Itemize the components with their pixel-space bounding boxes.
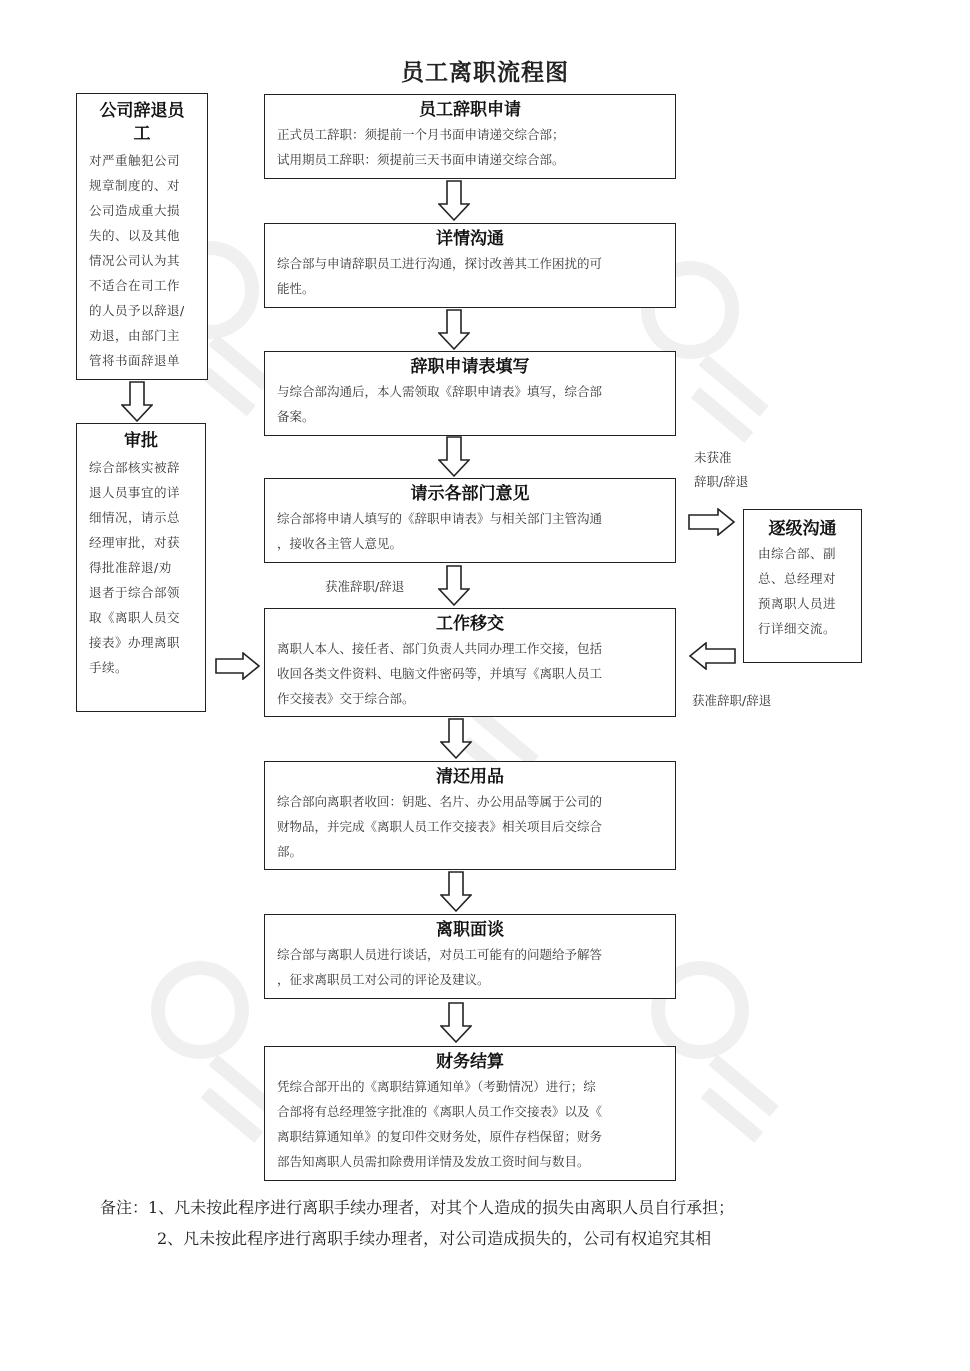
right-arrow-icon xyxy=(688,508,736,536)
step-title: 请示各部门意见 xyxy=(410,484,530,504)
step-line: 的人员予以辞退/ xyxy=(89,303,185,318)
page-title: 员工离职流程图 xyxy=(401,60,569,86)
right-arrow-icon xyxy=(215,652,261,680)
not-approved-label xyxy=(694,446,748,494)
step-line: 部告知离职人员需扣除费用详情及发放工资时间与数目。 xyxy=(277,1154,590,1169)
step-detail-communication xyxy=(264,223,676,308)
step-line: 综合部将申请人填写的《辞职申请表》与相关部门主管沟通 xyxy=(277,511,603,526)
step-line: 取《离职人员交 xyxy=(89,610,181,625)
step-department-opinions xyxy=(264,478,676,563)
step-line: 财物品，并完成《离职人员工作交接表》相关项目后交综合 xyxy=(277,819,603,834)
step-line: 试用期员工辞职：须提前三天书面申请递交综合部。 xyxy=(277,152,565,167)
step-title: 辞职申请表填写 xyxy=(410,357,530,377)
step-title: 审批 xyxy=(124,431,158,451)
step-line: 凭综合部开出的《离职结算通知单》（考勤情况）进行；综 xyxy=(277,1079,596,1094)
step-title-line: 工 xyxy=(133,124,151,144)
notes xyxy=(100,1194,842,1252)
step-title: 逐级沟通 xyxy=(768,519,837,539)
note-2: 2、凡未按此程序进行离职手续办理者，对公司造成损失的，公司有权追究其相 xyxy=(157,1229,712,1248)
step-line: 合部将有总经理签字批准的《离职人员工作交接表》以及《 xyxy=(277,1104,603,1119)
step-title xyxy=(77,100,207,146)
step-title: 财务结算 xyxy=(436,1052,504,1072)
step-line: 作交接表》交于综合部。 xyxy=(277,691,415,706)
step-title: 员工辞职申请 xyxy=(419,100,521,120)
step-line: 由综合部、副 xyxy=(758,546,837,561)
step-line: 对严重触犯公司 xyxy=(89,153,181,168)
down-arrow-icon xyxy=(438,309,470,351)
step-line: 综合部核实被辞 xyxy=(89,460,181,475)
step-approval xyxy=(76,423,206,712)
step-line: 总、总经理对 xyxy=(758,571,837,586)
step-line: 手续。 xyxy=(89,660,129,675)
step-line: 得批准辞退/劝 xyxy=(89,560,172,575)
step-financial-settlement xyxy=(264,1046,676,1181)
step-line: 与综合部沟通后，本人需领取《辞职申请表》填写，综合部 xyxy=(277,384,603,399)
down-arrow-icon xyxy=(440,718,472,760)
approved-label-left: 获准辞职/辞退 xyxy=(325,579,405,594)
step-line: 经理审批，对获 xyxy=(89,535,181,550)
step-line: 劝退，由部门主 xyxy=(89,328,181,343)
down-arrow-icon xyxy=(440,1002,472,1044)
step-company-dismissal xyxy=(76,93,208,380)
step-line: 不适合在司工作 xyxy=(89,278,181,293)
step-line: 失的、以及其他 xyxy=(89,228,181,243)
step-exit-interview xyxy=(264,914,676,999)
down-arrow-icon xyxy=(438,436,470,478)
step-line: 综合部与申请辞职员工进行沟通，探讨改善其工作困扰的可 xyxy=(277,256,603,271)
down-arrow-icon xyxy=(440,871,472,913)
approved-label-right: 获准辞职/辞退 xyxy=(692,693,772,708)
step-line: 收回各类文件资料、电脑文件密码等，并填写《离职人员工 xyxy=(277,666,603,681)
step-line: 细情况，请示总 xyxy=(89,510,181,525)
step-line: 规章制度的、对 xyxy=(89,178,181,193)
step-title-line: 公司辞退员 xyxy=(99,101,185,121)
step-title: 清还用品 xyxy=(436,767,504,787)
step-escalated-communication xyxy=(743,509,862,663)
step-line: 部。 xyxy=(277,844,303,859)
step-resignation-form xyxy=(264,351,676,436)
step-return-items xyxy=(264,761,676,870)
step-line: 正式员工辞职：须提前一个月书面申请递交综合部； xyxy=(277,127,565,142)
label-line: 辞职/辞退 xyxy=(694,474,749,489)
step-line: ，征求离职员工对公司的评论及建议。 xyxy=(277,972,490,987)
step-line: 离职结算通知单》的复印件交财务处，原件存档保留；财务 xyxy=(277,1129,603,1144)
step-line: 公司造成重大损 xyxy=(89,203,181,218)
step-line: 管将书面辞退单 xyxy=(89,353,181,368)
step-title: 工作移交 xyxy=(436,614,504,634)
step-line: 情况公司认为其 xyxy=(89,253,181,268)
step-title: 详情沟通 xyxy=(436,229,504,249)
step-line: 综合部与离职人员进行谈话，对员工可能有的问题给予解答 xyxy=(277,947,603,962)
step-line: 综合部向离职者收回：钥匙、名片、办公用品等属于公司的 xyxy=(277,794,603,809)
step-line: 预离职人员进 xyxy=(758,596,837,611)
step-line: 备案。 xyxy=(277,409,315,424)
down-arrow-icon xyxy=(438,180,470,222)
step-resignation-application xyxy=(264,94,676,179)
step-line: 接表》办理离职 xyxy=(89,635,181,650)
step-work-handover xyxy=(264,608,676,717)
step-line: 离职人本人、接任者、部门负责人共同办理工作交接，包括 xyxy=(277,641,603,656)
left-arrow-icon xyxy=(688,642,736,670)
step-line: 退者于综合部领 xyxy=(89,585,181,600)
step-line: ，接收各主管人意见。 xyxy=(277,536,403,551)
step-line: 能性。 xyxy=(277,281,315,296)
down-arrow-icon xyxy=(438,565,470,607)
step-title: 离职面谈 xyxy=(436,920,504,940)
step-line: 行详细交流。 xyxy=(758,621,837,636)
down-arrow-icon xyxy=(121,381,153,423)
note-1: 备注：1、凡未按此程序进行离职手续办理者，对其个人造成的损失由离职人员自行承担； xyxy=(100,1198,735,1217)
label-line: 未获准 xyxy=(694,450,732,465)
step-line: 退人员事宜的详 xyxy=(89,485,181,500)
